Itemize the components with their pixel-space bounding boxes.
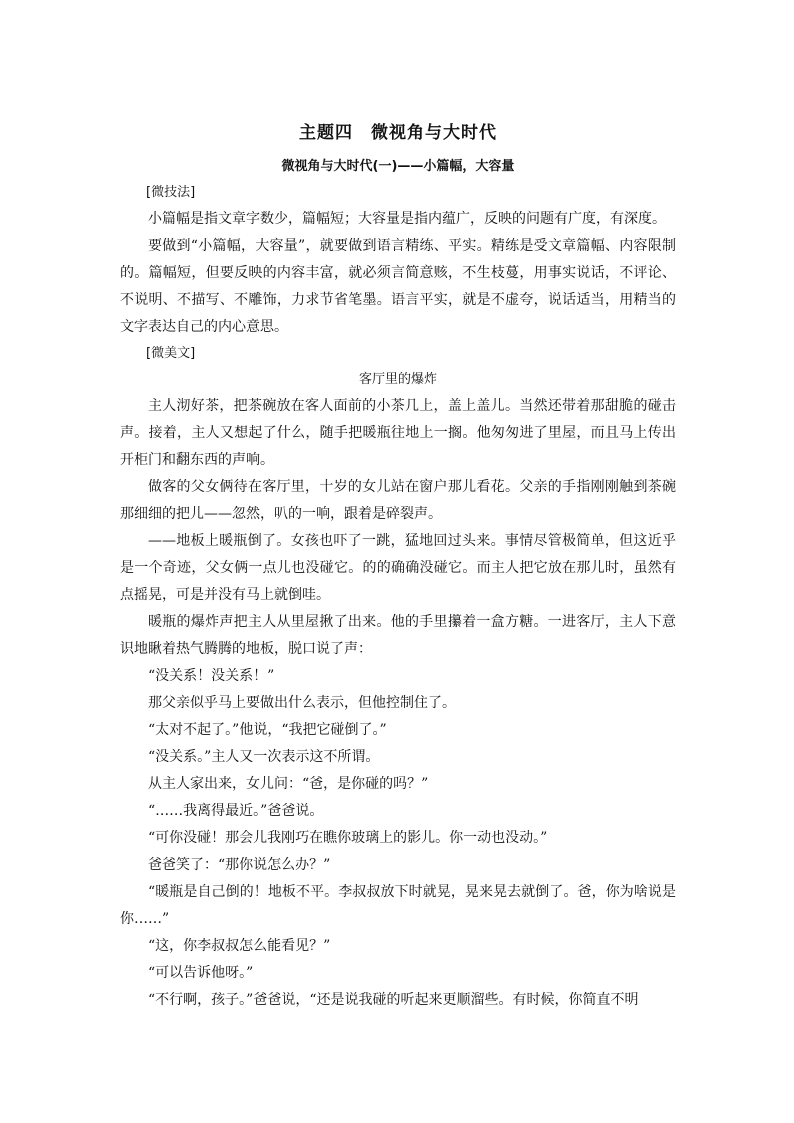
essay-paragraph: “暖瓶是自己倒的！地板不平。李叔叔放下时就晃，晃来晃去就倒了。爸，你为啥说是你……” xyxy=(120,884,676,927)
essay-title: 客厅里的爆炸 xyxy=(358,372,437,387)
essay-paragraph: 做客的父女俩待在客厅里，十岁的女儿站在窗户那儿看花。父亲的手指刚刚触到茶碗那细细的把儿——忽然，叭的一响，跟着是碎裂声。 xyxy=(120,479,676,522)
essay-paragraph: “没关系。”主人又一次表示这不所谓。 xyxy=(148,749,380,765)
document-body xyxy=(120,118,676,1014)
essay-paragraph: 爸爸笑了：“那你说怎么办？” xyxy=(148,857,331,873)
essay-paragraph: 那父亲似乎马上要做出什么表示，但他控制住了。 xyxy=(148,695,456,711)
page-subtitle: 微视角与大时代(一)——小篇幅，大容量 xyxy=(281,159,515,174)
skill-paragraph: 要做到“小篇幅，大容量”，就要做到语言精练、平实。精练是受文章篇幅、内容限制的。篇幅短，但要反映的内容丰富，就必须言简意赅，不生枝蔓，用事实说话，不评论、不说明、不描写、不雕饰，力求节省笔墨。语言平实，就是不虚夸，说话适当，用精当的文字表达自己的内心意思。 xyxy=(120,238,676,335)
essay-paragraph: 主人沏好茶，把茶碗放在客人面前的小茶几上，盖上盖儿。当然还带着那甜脆的碰击声。接着，主人又想起了什么，随手把暖瓶往地上一搁。他匆匆进了里屋，而且马上传出开柜门和翻东西的声响。 xyxy=(120,398,676,468)
essay-paragraph: “没关系！没关系！” xyxy=(148,668,275,684)
essay-paragraph: “可以告诉他呀。” xyxy=(148,965,254,981)
essay-paragraph: “可你没碰！那会儿我刚巧在瞧你玻璃上的影儿。你一动也没动。” xyxy=(148,830,548,846)
essay-paragraph: “不行啊，孩子。”爸爸说，“还是说我碰的听起来更顺溜些。有时候，你简直不明 xyxy=(148,992,639,1008)
skill-section xyxy=(120,206,676,341)
essay-body xyxy=(120,393,676,1014)
page-title: 主题四 微视角与大时代 xyxy=(299,123,497,143)
essay-paragraph: “太对不起了。”他说，“我把它碰倒了。” xyxy=(148,722,387,738)
section-label-skill: [微技法] xyxy=(146,185,196,200)
section-label-essay: [微美文] xyxy=(146,346,196,361)
essay-paragraph: ——地板上暖瓶倒了。女孩也吓了一跳，猛地回过头来。事情尽管极简单，但这近乎是一个奇迹，父女俩一点儿也没碰它。的的确确没碰它。而主人把它放在那儿时，虽然有点摇晃，可是并没有马上就倒哇。 xyxy=(120,533,676,603)
essay-paragraph: “……我离得最近。”爸爸说。 xyxy=(148,803,324,819)
essay-paragraph: 暖瓶的爆炸声把主人从里屋揪了出来。他的手里攥着一盒方糖。一进客厅，主人下意识地瞅着热气腾腾的地板，脱口说了声： xyxy=(120,614,676,657)
essay-paragraph: “这，你李叔叔怎么能看见？” xyxy=(148,938,331,954)
skill-paragraph: 小篇幅是指文章字数少，篇幅短；大容量是指内蕴广，反映的问题有广度，有深度。 xyxy=(148,211,666,227)
essay-paragraph: 从主人家出来，女儿问：“爸，是你碰的吗？” xyxy=(148,776,429,792)
